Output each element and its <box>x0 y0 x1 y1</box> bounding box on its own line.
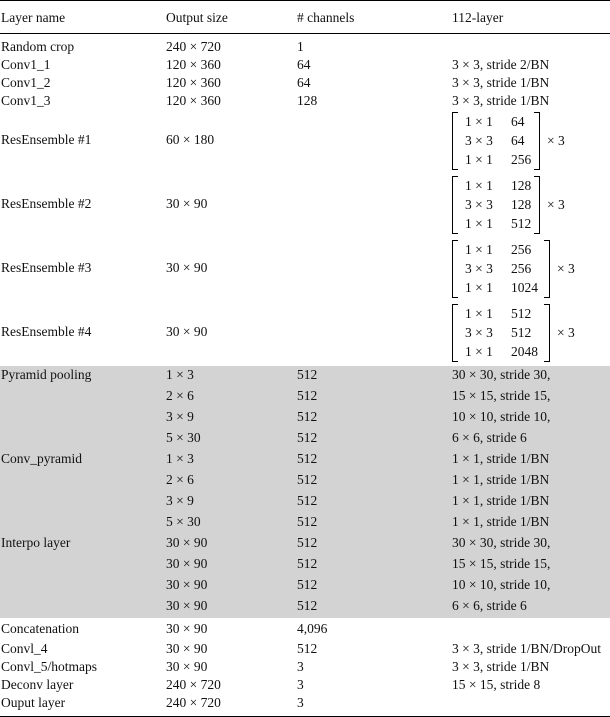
output-size: 240 × 720 <box>166 39 221 54</box>
output-size: 1 × 3 <box>166 367 194 382</box>
column-header: Output size <box>166 10 228 25</box>
matrix-row <box>465 343 538 361</box>
matrix-row <box>465 151 531 169</box>
column-header: Layer name <box>1 10 66 25</box>
output-size: 30 × 90 <box>166 324 208 339</box>
kernel-size: 1 × 1 <box>465 344 493 359</box>
channels: 128 <box>297 93 318 108</box>
output-size: 2 × 6 <box>166 388 194 403</box>
right-bracket <box>534 176 540 234</box>
output-size: 5 × 30 <box>166 514 201 529</box>
matrix-row <box>465 260 531 278</box>
filter-count: 128 <box>511 197 532 212</box>
matrix-row <box>465 177 531 195</box>
right-bracket <box>544 304 550 362</box>
header-rule <box>0 33 610 34</box>
layer-config: 1 × 1, stride 1/BN <box>452 493 550 508</box>
layer-name: Concatenation <box>1 621 79 636</box>
kernel-size: 1 × 1 <box>465 178 493 193</box>
layer-name: Conv1_2 <box>1 75 51 90</box>
channels: 3 <box>297 659 304 674</box>
matrix-row <box>465 132 525 150</box>
layer-config: 30 × 30, stride 30, <box>452 367 551 382</box>
right-bracket <box>534 112 540 170</box>
repeat-count: × 3 <box>547 197 565 212</box>
channels: 512 <box>297 430 318 445</box>
output-size: 30 × 90 <box>166 196 208 211</box>
layer-name: Deconv layer <box>1 677 74 692</box>
layer-config: 10 × 10, stride 10, <box>452 577 551 592</box>
channels: 3 <box>297 695 304 710</box>
layer-name: ResEnsemble #3 <box>1 260 92 275</box>
layer-config: 1 × 1, stride 1/BN <box>452 472 550 487</box>
channels: 512 <box>297 514 318 529</box>
layer-name: Random crop <box>1 39 75 54</box>
output-size: 240 × 720 <box>166 677 221 692</box>
channels: 512 <box>297 451 318 466</box>
channels: 512 <box>297 535 318 550</box>
repeat-count: × 3 <box>547 133 565 148</box>
layer-config: 3 × 3, stride 1/BN <box>452 93 550 108</box>
output-size: 2 × 6 <box>166 472 194 487</box>
output-size: 120 × 360 <box>166 93 221 108</box>
kernel-size: 3 × 3 <box>465 133 493 148</box>
layer-config: 15 × 15, stride 15, <box>452 388 551 403</box>
layer-name: Conv_pyramid <box>1 451 82 466</box>
ensemble-matrix <box>452 304 602 362</box>
channels: 512 <box>297 577 318 592</box>
layer-name: ResEnsemble #2 <box>1 196 92 211</box>
layer-name: ResEnsemble #1 <box>1 132 92 147</box>
channels: 512 <box>297 388 318 403</box>
output-size: 30 × 90 <box>166 260 208 275</box>
channels: 512 <box>297 641 318 656</box>
channels: 512 <box>297 493 318 508</box>
repeat-count: × 3 <box>557 261 575 276</box>
matrix-row <box>465 113 525 131</box>
layer-config: 15 × 15, stride 15, <box>452 556 551 571</box>
output-size: 30 × 90 <box>166 598 208 613</box>
layer-name: Conv1_3 <box>1 93 51 108</box>
kernel-size: 3 × 3 <box>465 197 493 212</box>
output-size: 120 × 360 <box>166 57 221 72</box>
filter-count: 512 <box>511 216 532 231</box>
filter-count: 64 <box>511 133 525 148</box>
output-size: 30 × 90 <box>166 535 208 550</box>
channels: 512 <box>297 409 318 424</box>
filter-count: 256 <box>511 152 532 167</box>
left-bracket <box>452 176 458 234</box>
kernel-size: 1 × 1 <box>465 280 493 295</box>
filter-count: 512 <box>511 325 532 340</box>
output-size: 120 × 360 <box>166 75 221 90</box>
left-bracket <box>452 240 458 298</box>
output-size: 1 × 3 <box>166 451 194 466</box>
output-size: 30 × 90 <box>166 641 208 656</box>
layer-config: 6 × 6, stride 6 <box>452 598 527 613</box>
ensemble-matrix <box>452 240 602 298</box>
layer-name: Ouput layer <box>1 695 66 710</box>
channels: 512 <box>297 472 318 487</box>
output-size: 30 × 90 <box>166 556 208 571</box>
channels: 4,096 <box>297 621 328 636</box>
filter-count: 256 <box>511 242 532 257</box>
layer-config: 1 × 1, stride 1/BN <box>452 514 550 529</box>
top-rule <box>0 0 610 1</box>
layer-name: Convl_5/hotmaps <box>1 659 98 674</box>
repeat-count: × 3 <box>557 325 575 340</box>
output-size: 30 × 90 <box>166 577 208 592</box>
layer-config: 3 × 3, stride 1/BN/DropOut <box>452 641 601 656</box>
output-size: 3 × 9 <box>166 493 194 508</box>
column-header: # channels <box>297 10 355 25</box>
layer-config: 30 × 30, stride 30, <box>452 535 551 550</box>
kernel-size: 1 × 1 <box>465 306 493 321</box>
filter-count: 512 <box>511 306 532 321</box>
channels: 1 <box>297 39 304 54</box>
channels: 512 <box>297 367 318 382</box>
layer-config: 3 × 3, stride 1/BN <box>452 659 550 674</box>
channels: 64 <box>297 75 311 90</box>
left-bracket <box>452 304 458 362</box>
channels: 512 <box>297 556 318 571</box>
matrix-row <box>465 196 531 214</box>
layer-config: 6 × 6, stride 6 <box>452 430 527 445</box>
layer-config: 1 × 1, stride 1/BN <box>452 451 550 466</box>
matrix-row <box>465 305 531 323</box>
matrix-row <box>465 241 531 259</box>
right-bracket <box>544 240 550 298</box>
layer-config: 15 × 15, stride 8 <box>452 677 541 692</box>
ensemble-matrix <box>452 112 602 170</box>
matrix-row <box>465 215 531 233</box>
left-bracket <box>452 112 458 170</box>
matrix-row <box>465 279 538 297</box>
filter-count: 64 <box>511 114 525 129</box>
column-header: 112-layer <box>452 10 504 25</box>
ensemble-matrix <box>452 176 602 234</box>
kernel-size: 3 × 3 <box>465 325 493 340</box>
filter-count: 256 <box>511 261 532 276</box>
output-size: 3 × 9 <box>166 409 194 424</box>
output-size: 240 × 720 <box>166 695 221 710</box>
filter-count: 1024 <box>511 280 538 295</box>
layer-name: Interpo layer <box>1 535 71 550</box>
filter-count: 2048 <box>511 344 538 359</box>
layer-name: Conv1_1 <box>1 57 51 72</box>
channels: 3 <box>297 677 304 692</box>
layer-config: 10 × 10, stride 10, <box>452 409 551 424</box>
output-size: 30 × 90 <box>166 621 208 636</box>
kernel-size: 1 × 1 <box>465 242 493 257</box>
filter-count: 128 <box>511 178 532 193</box>
layer-config: 3 × 3, stride 2/BN <box>452 57 550 72</box>
kernel-size: 1 × 1 <box>465 216 493 231</box>
layer-name: Pyramid pooling <box>1 367 92 382</box>
matrix-row <box>465 324 531 342</box>
channels: 512 <box>297 598 318 613</box>
output-size: 60 × 180 <box>166 132 215 147</box>
layer-name: Convl_4 <box>1 641 48 656</box>
channels: 64 <box>297 57 311 72</box>
layer-name: ResEnsemble #4 <box>1 324 92 339</box>
output-size: 5 × 30 <box>166 430 201 445</box>
kernel-size: 1 × 1 <box>465 152 493 167</box>
layer-config: 3 × 3, stride 1/BN <box>452 75 550 90</box>
output-size: 30 × 90 <box>166 659 208 674</box>
kernel-size: 1 × 1 <box>465 114 493 129</box>
kernel-size: 3 × 3 <box>465 261 493 276</box>
